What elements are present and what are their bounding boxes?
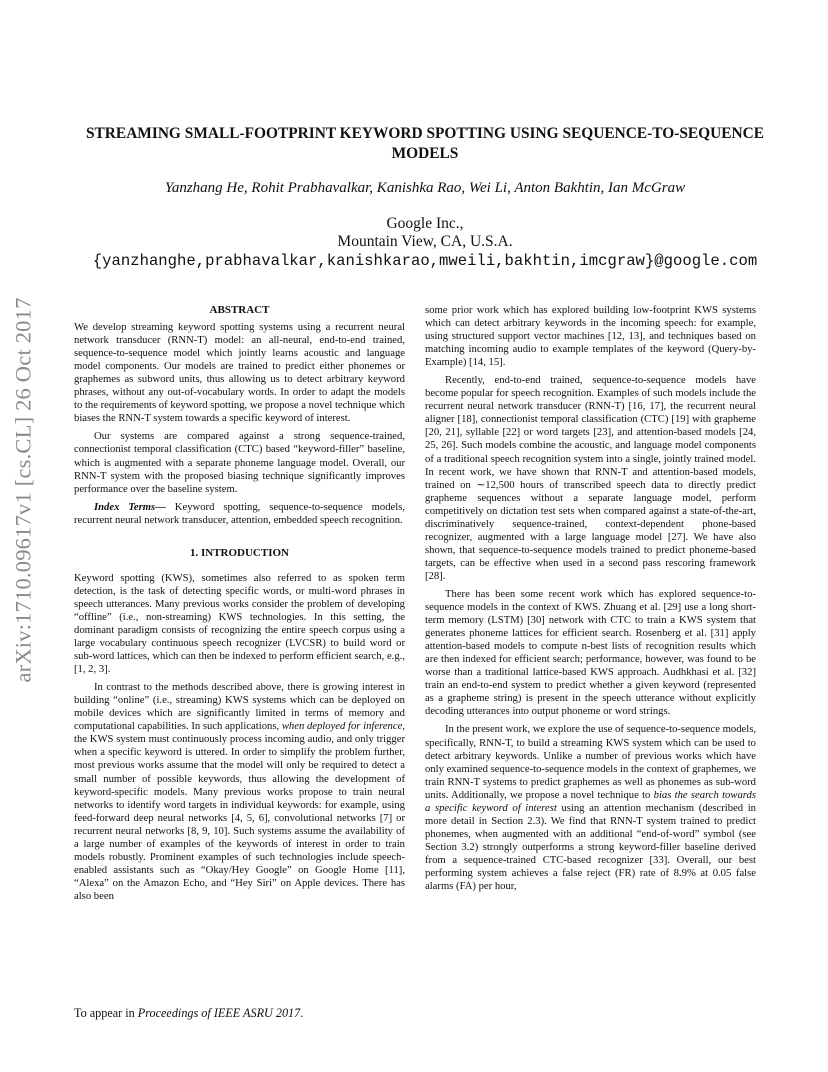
paper-title: STREAMING SMALL-FOOTPRINT KEYWORD SPOTTING USING SEQUENCE-TO-SEQUENCE MODELS bbox=[85, 125, 764, 162]
left-column bbox=[74, 300, 405, 903]
footnote-suffix: . bbox=[300, 1006, 304, 1020]
intro-paragraph-6-start: In the present work, we explore the use of sequence-to-sequence models, specifically, RNN-T, to build a streaming KWS system which can be used to detect arbitrary keywords. Unlike a number of previous works which have only examined sequence-to-sequence models in the context of graphemes, we train RNN-T systems to predict graphemes as well as phonemes as sub-word units. Additionally, we propose a novel technique to bbox=[425, 724, 756, 801]
intro-paragraph-3: some prior work which has explored building low-footprint KWS systems which can detect arbitrary keywords in the incoming speech: for example, using structured support vector machines [12, 13], and techniques based on matching incoming audio to example templates of the keyword (Query-by-Example) [14, 15]. bbox=[425, 305, 756, 369]
intro-paragraph-4: Recently, end-to-end trained, sequence-to-sequence models have become popular for speech recognition. Examples of such models include the recurrent neural network transducer (RNN-T) [16, 17], the recurrent neural aligner [18], connectionist temporal classification (CTC) [19] with grapheme [20, 21], syllable [22] or word targets [23], and attention-based models [24, 25, 26]. Such models combine the acoustic, and language model components of a traditional speech recognition system into a single, jointly trained model. In recent work, we have shown that RNN-T and attention-based models, trained on ∼12,500 hours of transcribed speech data to directly predict grapheme sequences without a separate language model, perform competitively on dictation test sets when compared against a state-of-the-art, discriminatively sequence-trained, context-dependent phone-based recognizer, augmented with a large language model [27]. We have also shown, that sequence-to-sequence models trained to predict phoneme-based targets, can be effective when used in a second pass rescoring framework [28]. bbox=[425, 375, 756, 582]
arxiv-id: arXiv:1710.09617v1 [cs.CL] 26 Oct 2017 bbox=[11, 297, 37, 683]
intro-paragraph-6-italic: bias the search towards a specific keyword of interest bbox=[425, 789, 757, 814]
abstract-paragraph-1: We develop streaming keyword spotting systems using a recurrent neural network transducer (RNN-T) model: an all-neural, end-to-end trained, sequence-to-sequence model which jointly learns acoustic and language model components. Our models are trained to predict either phonemes or graphemes as subword units, thus allowing us to detect arbitrary keyword phrases, without any out-of-vocabulary words. In order to adapt the models to the requirements of keyword spotting, we propose a novel technique which biases the RNN-T system towards a specific keyword of interest. bbox=[74, 322, 405, 425]
intro-paragraph-1: Keyword spotting (KWS), sometimes also referred to as spoken term detection, is the task of detecting specific words, or multi-word phrases in speech utterances. Many previous works consider the problem of developing “offline” (i.e., non-streaming) KWS technologies. In this setting, the dominant paradigm consists of recognizing the entire speech corpus using a large vocabulary continuous speech recognizer (LVCSR) to build word or sub-word lattices, which can then be indexed to perform efficient search, e.g., [1, 2, 3]. bbox=[74, 572, 405, 676]
intro-paragraph-2-end: , the KWS system must continuously process incoming audio, and only trigger when a specific keyword is uttered. In order to simplify the problem further, most previous works assume that the model will only be required to detect a small number of possible keywords, thus allowing the development of keyword-specific models. Many previous works propose to train neural networks to identify word targets in individual keywords: for example, using feed-forward deep neural networks [4, 5, 6], convolutional networks [7] or recurrent neural networks [8, 9, 10]. Such systems assume the availability of a large number of examples of the keywords of interest in order to train models robustly. Prominent examples of such technologies include speech-enabled assistants such as “Okay/Hey Google” on Google Home [11], “Alexa” on the Amazon Echo, and “Hey Siri” on Apple devices. There has also been bbox=[74, 721, 405, 902]
index-terms-text: Keyword spotting, sequence-to-sequence models, recurrent neural network transducer, attention, embedded speech recognition. bbox=[74, 501, 406, 526]
intro-paragraph-6-end: using an attention mechanism (described in more detail in Section 2.3). We find that RNN-T system trained to predict phonemes, when augmented with an additional “end-of-word” symbol (see Section 3.2) strongly outperforms a strong keyword-filler baseline derived from a sequence-trained CTC-based recognizer [33]. Overall, our best performing system achieves a false reject (FR) rate of 8.9% at 0.05 false alarms (FA) per hour, bbox=[425, 802, 756, 893]
affiliation-org: Google Inc., bbox=[386, 215, 464, 232]
index-terms bbox=[74, 501, 405, 527]
arxiv-stamp bbox=[4, 290, 44, 690]
footnote-prefix: To appear in bbox=[74, 1006, 138, 1020]
intro-paragraph-2-italic: when deployed for inference bbox=[281, 721, 403, 733]
intro-paragraph-6 bbox=[425, 723, 756, 893]
right-column bbox=[425, 304, 756, 893]
index-terms-label: Index Terms— bbox=[94, 501, 166, 513]
author-list: Yanzhang He, Rohit Prabhavalkar, Kanishka Rao, Wei Li, Anton Bakhtin, Ian McGraw bbox=[164, 180, 686, 196]
intro-paragraph-2-start: In contrast to the methods described above, there is growing interest in building “online” (i.e., streaming) KWS systems which can be deployed on mobile devices which are significantly limited in terms of memory and computational capabilities. In such applications, bbox=[74, 682, 405, 733]
footnote-venue: Proceedings of IEEE ASRU 2017 bbox=[137, 1006, 301, 1020]
intro-paragraph-5: There has been some recent work which has explored sequence-to-sequence models in the context of KWS. Zhuang et al. [29] use a long short-term memory (LSTM) [30] network with CTC to train a KWS system that generates phoneme lattices for efficient search. Rosenberg et al. [31] apply attention-based models to compute n-best lists of recognition results which are then indexed for efficient search; performance, however, was found to be worse than a traditional lattice-based KWS approach. Audhkhasi et al. [32] train an end-to-end system to predict whether a given keyword (represented as a grapheme string) is present in the speech utterance without explicitly decoding utterances into output phoneme or word strings. bbox=[425, 588, 756, 718]
abstract-paragraph-2: Our systems are compared against a strong sequence-trained, connectionist temporal classification (CTC) based “keyword-filler” baseline, which is augmented with a separate phoneme language model. Overall, our RNN-T system with the proposed biasing technique significantly improves performance over the baseline system. bbox=[74, 431, 405, 495]
affiliation bbox=[60, 215, 790, 251]
intro-paragraph-2 bbox=[74, 681, 405, 903]
introduction-heading: 1. INTRODUCTION bbox=[189, 546, 289, 559]
affiliation-location: Mountain View, CA, U.S.A. bbox=[337, 233, 513, 250]
abstract-heading: ABSTRACT bbox=[209, 304, 270, 316]
footnote bbox=[74, 1006, 303, 1021]
author-emails: {yanzhanghe,prabhavalkar,kanishkarao,mweili,bakhtin,imcgraw}@google.com bbox=[92, 252, 758, 270]
